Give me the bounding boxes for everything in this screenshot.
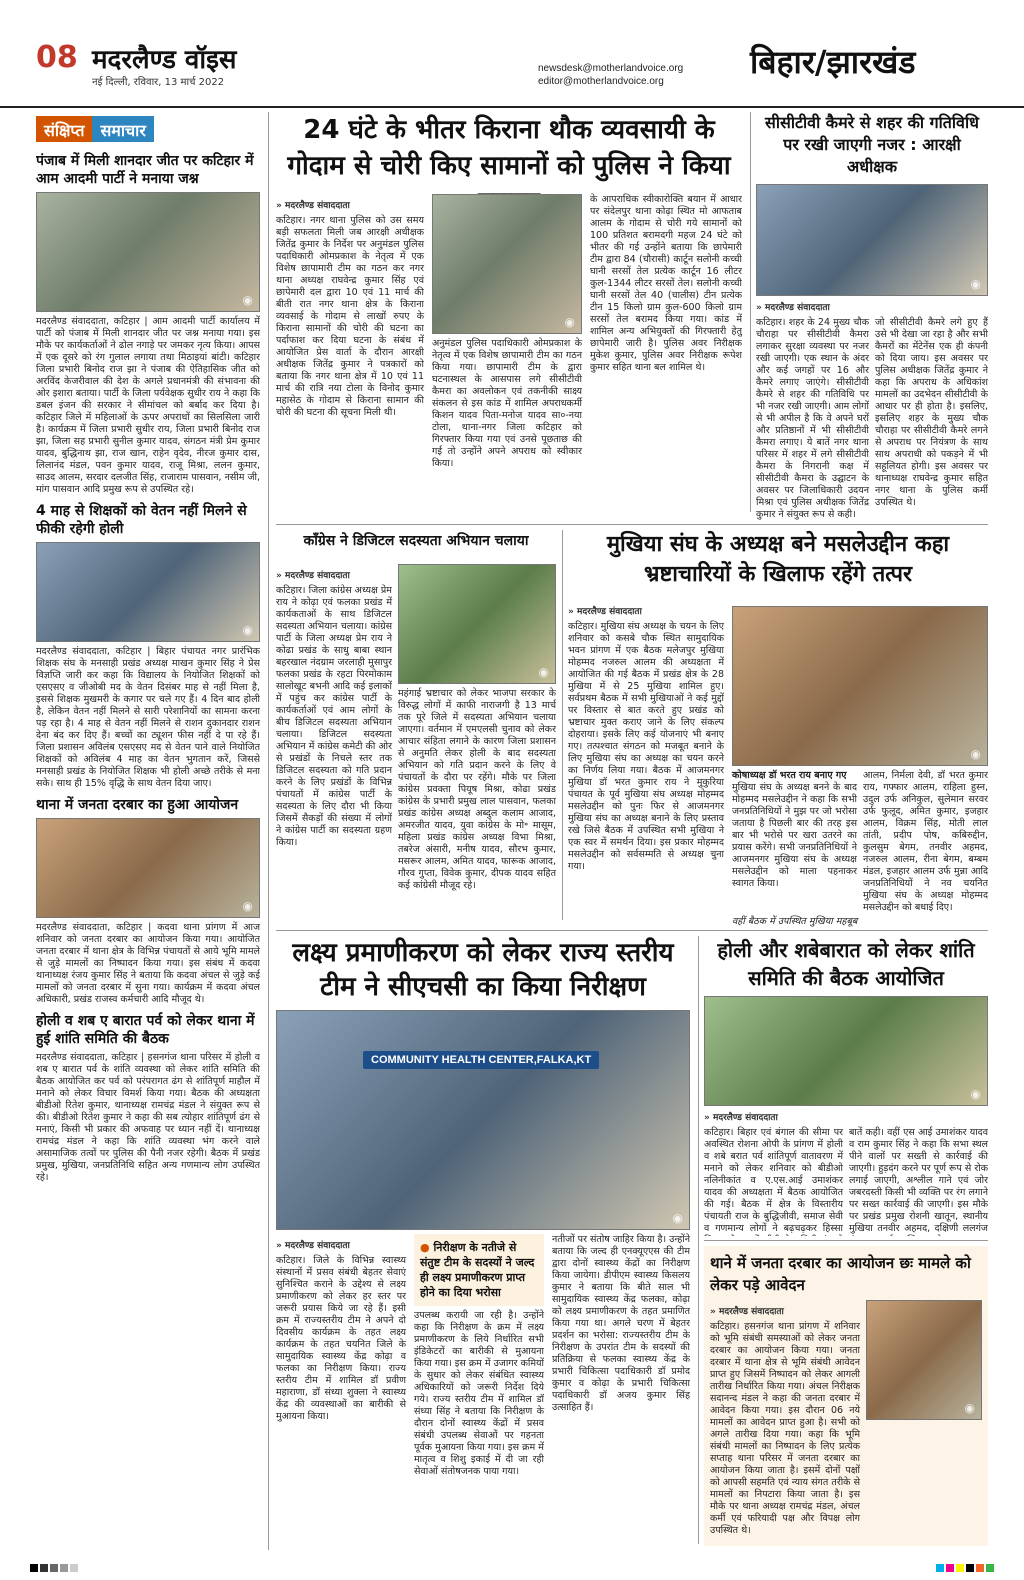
brief-body: मदरलैण्ड संवाददाता, कटिहार | कदवा थाना प्रांगण में आज शनिवार को जनता दरबार का आयोजन किया गया। आयोजित जनता दरबार में थाना क्षेत्र के विभिन्न पंचायतों से आये भूमि मामले से जुड़े मामलों का निष्पादन किया गया। इस संबंध में कदवा थानाध्यक्ष रंजय कुमार सिंह ने बताया कि कदवा अंचल से जुड़े कई मामलों को जनता दरबार में सुना गया। कार्यक्रम में कदवा अंचल अधिकारी, प्रखंड राजस्व कर्मचारी आदि मौजूद थे। [36, 922, 260, 1005]
congress-photo [398, 564, 556, 684]
congress-body-col1: कटिहार। जिला कांग्रेस अध्यक्ष प्रेम राय ने कोढ़ा एवं फलका प्रखंड में कार्यकताओं के साथ डिजिटल सदस्यता अभियान चलाया। कांग्रेस पार्टी के जिला अध्यक्ष प्रेम राय ने कोढा प्रखंड के साधु बाबा स्थान बहरखाल नंदग्राम जरलाही मुसापुर फलका प्रखंड के रहटा पिरमोकाम सालोखूट बभनी आदि कई इलाकों में पहुंच कर कांग्रेस पार्टी के कार्यकर्ताओं एवं आम लोगों के बीच डिजिटल सदस्यता अभियान चलाया। डिजिटल सदस्यता अभियान में कांग्रेस कमेटी की ओर से प्रखंडों के निचले स्तर तक डिजिटल सदस्यता को गति प्रदान करने के लिए प्रखंडों के विभिन्न पंचायतों में कांग्रेस पार्टी के सदस्यता के लिए दौरा भी किया जिसमें सैकड़ों की संख्या में लोगों ने कांग्रेस पार्टी का सदस्यता ग्रहण किया। [276, 585, 392, 848]
lead-body-col3: के आपराधिक स्वीकारोक्ति बयान में आधार पर संदेलपुर थाना कोढ़ा स्थित मो आफताब आलम के गोदाम से चोरी गये सामानों को 100 प्रतिशत बरामदगी महज 24 घंटे को भीतर की गई उन्होंने बताया कि छापेमारी टीम द्वारा 84 (चौरासी) कार्टून सलोनी कच्ची घानी सरसों तेल प्रत्येक कार्टून 16 लीटर कुल-1344 लीटर सरसों तेल। सलोनी कच्ची घानी सरसों तेल 40 (चालीस) टीन प्रत्येक टीन 15 किलो ग्राम कुल-600 किलो ग्राम सरसों तेल बरामद किया गया। कांड में शामिल अन्य अभियुक्तों की गिरफ्तारी हेतु छापेमारी जारी है। पुलिस अवर निरीक्षक मुकेश कुमार, पुलिस अवर निरीक्षक रूपेश कुमार सहित थाना बल शामिल थे। [590, 194, 742, 373]
camera-icon: ◉ [538, 665, 549, 679]
brief-body: मदरलैण्ड संवाददाता, कटिहार | हसनगंज थाना परिसर में होली व शब ए बारात पर्व के शांति व्यवस्था को लेकर शांति समिति की बैठक आयोजित कर पर्व को परंपरागत ढंग से शांतिपूर्ण माहौल में मनाने को लेकर विचार विमर्श किया गया। बैठक की अध्यक्षता बीडीओ रितेश कुमार, थानाध्यक्ष रामचंद्र मंडल ने संयुक्त रूप से की। बीडीओ रितेश कुमार ने कहा की सब त्योहार शांतिपूर्ण ढंग से मनाएं, किसी भी प्रकार की अफवाह पर ध्यान नहीं दें। थानाध्यक्ष रामचंद्र मंडल ने कहा कि शांति व्यवस्था भंग करने वाले असामाजिक तत्वों पर पुलिस की पैनी नजर रहेगी। बैठक में प्रखंड प्रमुख, मुखिया, जनप्रतिनिधि सहित अन्य गणमान्य लोग उपस्थित रहे। [36, 1052, 260, 1183]
cctv-body-col1: कटिहार। शहर के 24 मुख्य चौक चौराहा पर सीसीटीवी कैमरा लगाकर सुरक्षा व्यवस्था पर नजर रखी जाएगी। एक स्थान के अंदर और कई जगहों पर 16 और कैमरे लगाए जाएंगे। सीसीटीवी कैमरे से शहर की गतिविधि पर भी नजर रखी जाएगी। आम लोगों से भी अपील है कि वे अपने घरों और प्रतिष्ठानों में भी सीसीटीवी कैमरा लगाए। ये बातें नगर थाना परिसर में शहर में लगे सीसीटीवी कैमरा के निगरानी कक्ष में सीसीटीवी कैमरा के उद्घाटन के अवसर पर जिलाधिकारी उदयन मिश्रा एवं पुलिस अधीक्षक जितेंद्र कुमार ने संयुक्त रूप से कही। [756, 317, 869, 520]
newspaper-name: मदरलैण्ड वॉइस [92, 45, 237, 75]
camera-icon: ◉ [242, 293, 253, 307]
column-divider [562, 530, 563, 920]
contact-emails [538, 62, 683, 88]
brief-photo [36, 192, 260, 312]
briefs-banner-b: समाचार [92, 116, 153, 142]
editor-email[interactable]: editor@motherlandvoice.org [538, 76, 664, 87]
byline: » मदरलैण्ड संवाददाता [568, 604, 724, 617]
byline: » मदरलैण्ड संवाददाता [276, 198, 424, 211]
print-registration-bar [0, 1556, 1024, 1580]
mukhiya-story [568, 530, 988, 928]
janta-body: कटिहार। हसनगंज थाना प्रांगण में शनिवार को भूमि संबंधी समस्याओं को लेकर जनता दरबार का आयोजन किया गया। जनता दरबार में थाना क्षेत्र से भूमि संबंधी आवेदन प्राप्त हुए जिसमें निष्पादन को लेकर आगली तारीख निर्धारित किया गया। अंचल निरीक्षक सदानन्द मंडल ने कहा की जनता दरबार में आवेदन किया गया। इस दौरान 06 नये मामलों का आवेदन प्राप्त हुआ है। सभी को अगले तारीख दिया गया। कहा कि भूमि संबंधी मामलों का निष्पादन के लिए प्रत्येक सप्ताह थाना परिसर में जनता दरबार का आयोजन किया जाता है। इसमें दोनों पक्षों को आपसी सहमति एवं न्याय संगत तरीके से मामलों का निपटारा किया जाता है। इस मौके पर थाना अध्यक्ष रामचंद्र मंडल, अंचल कर्मी एवं फरियादी पक्ष और विपक्ष लोग उपस्थित थे। [710, 1321, 860, 1536]
briefs-column [36, 146, 260, 1546]
janta-headline[interactable]: थाने में जनता दरबार का आयोजन छः मामले को लेकर पड़े आवेदन [710, 1254, 971, 1294]
brief-body: मदरलैण्ड संवाददाता, कटिहार | बिहार पंचायत नगर प्रारंभिक शिक्षक संघ के मनसाही प्रखंड अध्यक्ष माखन कुमार सिंह ने प्रेस विज्ञप्ति जारी कर कहा कि विद्यालय के नियोजित शिक्षकों को एसएसए व जीओबी मद के वेतन दिसंबर माह से नहीं मिला है, इससे शिक्षक मुखमरी के कगार पर चले गए हैं। 4 दिन बाद होली है, लेकिन वेतन नहीं मिलने से सारी परेशानियों का सामना करना पड़ रहा है। 4 माह से वेतन नहीं मिलने से राशन दुकानदार राशन देना बंद कर दिए हैं। बच्चों का ट्यूशन फीस नहीं दे पा रहे हैं। जिला प्रशासन अविलंब एसएसए मद से वेतन पाने वाले नियोजित शिक्षकों को अविलंब 4 माह का वेतन भुगतान करें, जिससे मनसाही प्रखंड के नियोजित शिक्षक भी होली अच्छे तरीके से मना सके। साथ ही 15% वृद्धि के साथ वेतन दिया जाए। [36, 646, 260, 789]
masthead [0, 0, 1024, 108]
congress-headline[interactable]: कॉंग्रेस ने डिजिटल सदस्यता अभियान चलाया [303, 533, 529, 549]
lead-body-col1: कटिहार। नगर थाना पुलिस को उस समय बड़ी सफलता मिली जब आरक्षी अधीक्षक जितेंद्र कुमार के निर्देश पर अनुमंडल पुलिस पदाधिकारी ओमप्रकाश के नेतृत्व में एक विशेष छापामारी टीम का गठन कर नगर थाना अध्यक्ष राघवेन्द्र कुमार सिंह एवं छापेमारी दल द्वारा 10 एवं 11 मार्च की बीती रात नगर थाना क्षेत्र के किराना व्यवसाई के गोदाम से लाखों रुपए के किराना सामानों की चोरी की घटना का पर्दाफाश कर दिया घटना के संबंध में आयोजित प्रेस वार्ता के दौरान आरक्षी अधीक्षक जितेंद्र कुमार ने पत्रकारों को बताया कि नगर थाना क्षेत्र में 10 एवं 11 मार्च की रात्रि नया टोला के विनोद कुमार महासेठ के गोदाम से किराना सामान की चोरी की घटना की सूचना मिली थी। [276, 215, 424, 418]
congress-story [276, 530, 556, 928]
briefs-banner [36, 116, 260, 142]
brief-photo [36, 818, 260, 918]
row-divider [276, 524, 988, 525]
row-divider [276, 930, 988, 931]
brief-body: मदरलैण्ड संवाददाता, कटिहार | आम आदमी पार्टी कार्यालय में पार्टी को पंजाब में मिली शानदार जीत पर जश्न मनाया गया। इस मौके पर कार्यकर्ताओं ने ढोल नगाड़े पर जमकर नृत्य किया। आपस में एक दूसरे को रंग गुलाल लगाया तथा मिठाइयां बांटी। कटिहार जिला प्रभारी बिनोद राज झा ने पंजाब की ऐतिहासिक जीत को अरविंद केजरीवाल की देश के अगले प्रधानमंत्री की संभावना की ओर इशारा बताया। पार्टी के जिला पर्यवेक्षक सुधीर राय ने कहा कि डबल इंजन की सरकार ने सीमांचल को बर्बाद कर दिया है। कटिहार जिले में महिलाओं के ऊपर अपराधों का सिलसिला जारी है। कार्यक्रम में जिला प्रभारी सुधीर राय, जिला प्रभारी बिनोद राज झा, जिला सह प्रभारी सुनील कुमार यादव, संगठन मंत्री प्रेम कुमार यादव, बुद्धिनाथ झा, राज खान, राहेन वृदेव, नीरज कुमार दास, लिलानंद मंडल, पवन कुमार यादव, राजू मिश्रा, ललन कुमार, साउद आलम, सरदार दलजीत सिंह, राजाराम पासवान, नसीम जी, मांग पासवान आदि प्रमुख रूप से उपस्थित रहे। [36, 316, 260, 495]
cctv-story [756, 112, 988, 522]
qa-body-col3: नतीजों पर संतोष जाहिर किया है। उन्होंने बताया कि जल्द ही एनक्यूएएस की टीम द्वारा दोनों स्वास्थ्य केंद्रों का निरीक्षण किया जायेगा। डीपीएम स्वास्थ्य किसलय कुमार ने बताया कि बीते साल भी सामुदायिक स्वास्थ्य केंद्र फलका, कोढ़ा को लक्ष्य प्रमाणीकरण के तहत प्रमाणित किया गया था। अगले चरण में बेहतर प्रदर्शन का भरोसा: राज्यस्तरीय टीम के निरीक्षण के उपरांत टीम के सदस्यों की प्रतिक्रिया से फलका स्वास्थ्य केंद्र के प्रभारी चिकित्सा पदाधिकारी डॉ प्रमोद कुमार व कोढ़ा के प्रभारी चिकित्सा पदाधिकारी डॉ अजय कुमार सिंह उत्साहित हैं। [552, 1234, 690, 1413]
row-divider [704, 1240, 988, 1241]
holi-headline[interactable]: होली और शबेबारात को लेकर शांति समिति की बैठक आयोजित [717, 938, 975, 990]
lead-headline[interactable]: 24 घंटे के भीतर किराना थौक व्यवसायी के गोदाम से चोरी किए सामानों को पुलिस ने किया [287, 115, 731, 181]
camera-icon: ◉ [672, 1211, 683, 1225]
camera-icon: ◉ [970, 747, 981, 761]
holi-photo [704, 996, 988, 1106]
byline: » मदरलैण्ड संवाददाता [704, 1110, 988, 1123]
holi-story [704, 936, 988, 1236]
byline: » मदरलैण्ड संवाददाता [276, 568, 392, 581]
holi-body-col1: कटिहार। बिहार एवं बंगाल की सीमा पर अवस्थित रोशना ओपी के प्रांगण में होली व शबे बरात पर्व शांतिपूर्ण वातावरण में मनाने को लेकर शनिवार को बीडीओ नलिनीकांत व ए.एस.आई उमाशंकर यादव की अध्यक्षता में बैठक आयोजित की गई। बैठक में क्षेत्र के विस्तारीय पंचायती राज के बुद्धिजीवी, समाज सेवी व गणमान्य लोगों ने बढ़चढ़कर हिस्सा [704, 1127, 843, 1234]
mukhiya-photo-caption: वहीं बैठक में उपस्थित मुखिया महबूब [732, 916, 858, 927]
janta-photo [866, 1300, 982, 1420]
byline: » मदरलैण्ड संवाददाता [756, 300, 988, 313]
mukhiya-body: कटिहार। मुखिया संघ अध्यक्ष के चयन के लिए शनिवार को कसबे चौक स्थित सामुदायिक भवन प्रांगण में एक बैठक मलेजपुर मुखिया मोहम्मद नजरुल आलम की अध्यक्षता में आयोजित की गई बैठक में प्रखंड क्षेत्र के 28 मुखिया में से 25 मुखिया शामिल हुए। सर्वप्रथम बैठक में सभी मुखियाओं ने कई मुद्दों पर विस्तार से बात करते हुए प्रखंड को भ्रष्टाचार मुक्त कराए जाने के लिए संकल्प दोहराया। इसके लिए कई योजनाएं भी बनाए गए। तत्पश्चात संगठन को मजबूत बनाने के लिए मुखिया संघ का अध्यक्ष का चयन करने का निर्णय लिया गया। बैठक में आजमनगर मुखिया डॉ भरत कुमार राय ने मुकुरिया पंचायत के पूर्व मुखिया संघ अध्यक्ष मोहम्मद मसलेउद्दीन को पुनः फिर से आजमनगर मुखिया संघ का अध्यक्ष बनाने के लिए प्रस्ताव रखे जिसे बैठक में उपस्थित सभी मुखिया ने एक स्वर में समर्थन दिया। इस प्रकार मोहम्मद मसलेउद्दीन को सर्वसम्मति से अध्यक्ष चुना गया। [568, 621, 724, 872]
briefs-banner-a: संक्षिप्त [36, 116, 92, 142]
cctv-photo [756, 184, 988, 296]
mukhiya-body-2: मुखिया संघ के अध्यक्ष बनने के बाद मोहम्मद मसलेउद्दीन ने कहा कि सभी जनप्रतिनिधियों ने मुझ पर जो भरोसा जताया है पिछली बार की तरह इस बार भी भरोसे पर खरा उतरने का प्रयास करेंगे। सभी जनप्रतिनिधियों ने आजमनगर मुखिया संघ के अध्यक्ष मसलेउद्दीन को माला पहनाकर स्वागत किया। [732, 782, 857, 889]
brief-headline[interactable]: 4 माह से शिक्षकों को वेतन नहीं मिलने से फीकी रहेगी होली [36, 503, 247, 537]
registration-marks-right [936, 1564, 994, 1572]
holi-body-col2: बातें कही। वहीं एस आई उमाशंकर यादव व राम कुमार सिंह ने कहा कि सभा स्थल पीने वालों पर सख्ती से कार्रवाई की जाएगी। हुड़दंग करने पर पूर्ण रूप से रोक लगाई जाएगी, अश्लील गाने एवं जोर जबरदस्ती किसी भी व्यक्ति पर रंग लगाने पर सख्त कार्रवाई की जाएगी। इस मौके पर प्रखंड प्रमुख रोशनी खातून, स्थानीय मुखिया तनवीर अहमद, दक्षिणी ललगंज [849, 1127, 988, 1234]
camera-icon: ◉ [242, 899, 253, 913]
camera-icon: ◉ [964, 1401, 975, 1415]
column-divider [698, 936, 699, 1544]
brief-headline[interactable]: पंजाब में मिली शानदार जीत पर कटिहार में आम आदमी पार्टी ने मनाया जश्न [36, 153, 254, 187]
qa-body-col1: कटिहार। जिले के विभिन्न स्वास्थ्य संस्थानों में प्रसव संबंधी बेहतर सेवाएं सुनिश्चित कराने के उद्देश्य से लक्ष्य प्रमाणीकरण को लेकर हर स्तर पर जरूरी प्रयास किये जा रहे हैं। इसी क्रम में राज्यस्तरीय टीम ने अपने दो दिवसीय कार्यक्रम के तहत लक्ष्य कार्यक्रम के तहत चयनित जिले के सामुदायिक स्वास्थ्य केंद्र कोढ़ा व फलका का निरीक्षण किया। राज्य स्तरीय टीम में शामिल डॉ प्रवीण महाराणा, डॉ संध्या शुक्ला ने स्वास्थ्य केंद्र की व्यवस्थाओं का बारीकी से मुआयना किया। [276, 1255, 406, 1422]
qa-photo [276, 1010, 690, 1230]
cctv-body-col2: जो सीसीटीवी कैमरे लगे हुए हैं उसे भी देखा जा रहा है और सभी कैमरों का मेंटेनेंस एक ही कंपनी को दिया जाय। इस अवसर पर पुलिस अधीक्षक जितेंद्र कुमार ने कहा कि अपराध के अधिकांश मामलों का उदभेदन सीसीटीवी के आधार पर ही होता है। इसलिए, इसलिए शहर के मुख्य चौक चौराहा पर सीसीटीवी कैमरे लगने से अपराध पर नियंत्रण के साथ साथ अपराधी को पकड़ने में भी सहूलियत होगी। इस अवसर पर थानाध्यक्ष राघवेन्द्र कुमार सहित नगर थाना के पुलिस कर्मी उपस्थित थे। [875, 317, 988, 508]
registration-marks-left [30, 1564, 78, 1572]
column-divider [750, 112, 751, 512]
camera-icon: ◉ [970, 277, 981, 291]
camera-icon: ◉ [970, 1087, 981, 1101]
brief-photo [36, 542, 260, 642]
qa-headline[interactable]: लक्ष्य प्रमाणीकरण को लेकर राज्य स्तरीय टीम ने सीएचसी का किया निरीक्षण [292, 938, 674, 1002]
lead-body-col2: अनुमंडल पुलिस पदाधिकारी ओमप्रकाश के नेतृत्व में एक विशेष छापामारी टीम का गठन किया गया। छापामारी टीम के द्वारा घटनास्थल के आसपास लगे सीसीटीवी कैमरा का अवलोकन एवं तकनीकी साक्ष्य संकलन से इस कांड में शामिल अपराधकर्मी किशन यादव पिता-मनोज यादव सा०-नया टोला, थाना-नगर जिला कटिहार को गिरफ्तार किया गया एवं उनसे पूछताछ की गई तो उन्होंने अपने अपराध को स्वीकार किया। [432, 338, 582, 469]
mukhiya-body-3: आलम, निर्मला देवी, डॉ भरत कुमार राय, गफ्फार आलम, राहिला हुस्न, उदुल उर्फ अनिकुल, सुलेमान सरवर उर्फ फुलूद, अमित कुमार, इजहार आलम, विक्रम सिंह, मोती लाल तांती, प्रदीप पोष, कबिरुद्दीन, कुलसुम बेगम, तनवीर अहमद, नजरुल आलम, रीना बेगम, बम्बम मंडल, इजहार आलम उर्फ मुन्ना आदि जनप्रतिनिधियों ने नव चयनित मुखिया संघ के अध्यक्ष मोहम्मद मसलेउद्दीन को बधाई दिए। [863, 770, 988, 913]
camera-icon: ◉ [564, 315, 575, 329]
section-title: बिहार/झारखंड [750, 43, 916, 81]
lead-story [276, 112, 742, 522]
mukhiya-photo [732, 606, 988, 766]
cctv-headline[interactable]: सीसीटीवी कैमरे से शहर की गतिविधि पर रखी जाएगी नजर : आरक्षी अधीक्षक [765, 113, 979, 176]
newsdesk-email[interactable]: newsdesk@motherlandvoice.org [538, 63, 684, 74]
qa-story [276, 936, 690, 1548]
congress-body-col2: महंगाई भ्रष्टाचार को लेकर भाजपा सरकार के विरुद्ध लोगों में काफी नाराजगी है 13 मार्च तक पूरे जिले में सदस्यता अभियान चलाया जाएगा। वर्तमान में एमएलसी चुनाव को लेकर आचार संहिता लगाने के कारण जिला प्रशासन से अनुमति लेकर होली के बाद सदस्यता अभियान को गति प्रदान करने के लिए वे पंचायतों के दौरा पर रहेंगे। मौके पर जिला कांग्रेस प्रवक्ता पियूष मिश्रा, कोढा प्रखंड कांग्रेस के प्रभारी प्रमुख लाल पासवान, फलका प्रखंड कांग्रेस अध्यक्ष अब्दुल कलाम आजाद, अमरजीत यादव, युवा कांग्रेस के मो॰ मासूम, महिला प्रखंड कांग्रेस अध्यक्ष विभा मिश्रा, तबरेज अंसारी, मनीष यादव, सौरभ कुमार, मसरूर आलम, अमित यादव, फारूक आजाद, गौरव गुप्ता, विवेक कुमार, दीपक यादव सहित कई कांग्रेसी मौजूद रहे। [398, 688, 556, 891]
janta-story [704, 1246, 988, 1546]
column-divider [268, 112, 269, 1550]
qa-body-col2: उपलब्ध करायी जा रही है। उन्होंने कहा कि निरीक्षण के क्रम में लक्ष्य प्रमाणीकरण के लिये निर्धारित सभी इंडिकेटरों का बारीकी से मुआयना किया गया। इस क्रम में उजागर कमियों के सुधार को लेकर संबंधित स्वास्थ्य अधिकारियों को जरूरी निर्देश दिये गये। राज्य स्तरीय टीम में शामिल डॉ संध्या सिंह ने बताया कि निरीक्षण के दौरान दोनों स्वास्थ्य केंद्रों में प्रसव संबंधी उपलब्ध सेवाओं पर गहनता पूर्वक मुआयना किया गया। इस क्रम में मातृत्व व शिशु इकाई में दी जा रही सेवाओं संतोषजनक पाया गया। [414, 1310, 544, 1477]
chc-signboard: COMMUNITY HEALTH CENTER,FALKA,KT [363, 1051, 599, 1069]
brief-headline[interactable]: थाना में जनता दरबार का हुआ आयोजन [36, 797, 239, 813]
camera-icon: ◉ [242, 623, 253, 637]
publication-date: नई दिल्ली, रविवार, 13 मार्च 2022 [92, 77, 225, 88]
page-number: 08 [36, 40, 78, 75]
brief-headline[interactable]: होली व शब ए बारात पर्व को लेकर थाना में हुई शांति समिति की बैठक [36, 1013, 255, 1047]
byline: » मदरलैण्ड संवाददाता [276, 1238, 406, 1251]
byline: » मदरलैण्ड संवाददाता [710, 1304, 860, 1317]
lead-photo [432, 194, 582, 334]
mukhiya-headline[interactable]: मुखिया संघ के अध्यक्ष बने मसलेउद्दीन कहा भ्रष्टाचारियों के खिलाफ रहेंगे तत्पर [606, 532, 950, 587]
mukhiya-caption: कोषाध्यक्ष डॉ भरत राय बनाए गए [732, 770, 847, 781]
qa-callout: ● निरीक्षण के नतीजे से संतुष्ट टीम के सदस्यों ने जल्द ही लक्ष्य प्रमाणीकरण प्राप्त होने का दिया भरोसा [414, 1234, 544, 1306]
